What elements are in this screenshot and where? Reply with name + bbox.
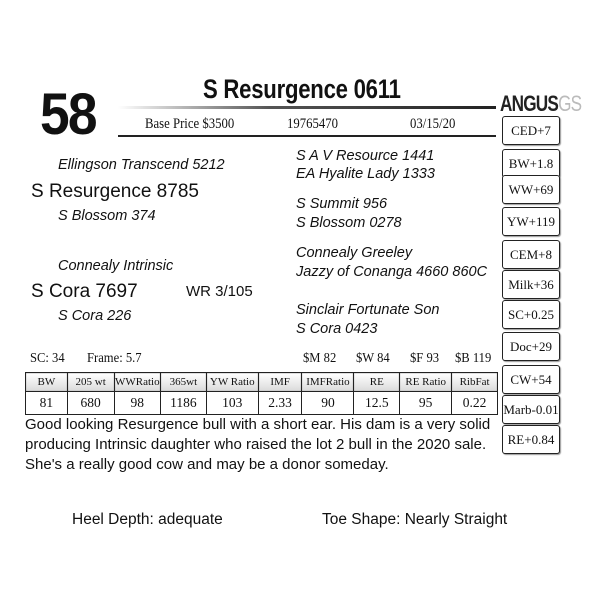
- dd-sire: Sinclair Fortunate Son: [296, 302, 440, 318]
- ds-sire: Connealy Greeley: [296, 245, 413, 261]
- registration-number: 19765470: [287, 116, 338, 132]
- epd-milk: Milk+36: [502, 270, 560, 299]
- value-cell: 95: [400, 392, 452, 415]
- value-cell: 0.22: [452, 392, 498, 415]
- header-cell: IMFRatio: [302, 373, 354, 392]
- epd-doc: Doc+29: [502, 332, 560, 361]
- header-cell: 365wt: [160, 373, 206, 392]
- epd-sc: SC+0.25: [502, 300, 560, 329]
- value-cell: 90: [302, 392, 354, 415]
- dam-note: WR 3/105: [186, 283, 253, 300]
- value-cell: 81: [26, 392, 68, 415]
- epd-cw: CW+54: [502, 365, 560, 394]
- value-cell: 680: [67, 392, 114, 415]
- sire-dam: S Blossom 374: [58, 208, 156, 224]
- info-rule: [118, 135, 496, 137]
- title-rule: [118, 106, 496, 109]
- index-w: $W 84: [356, 351, 390, 366]
- ss-sire: S A V Resource 1441: [296, 148, 435, 164]
- header-cell: YW Ratio: [206, 373, 258, 392]
- birth-date: 03/15/20: [410, 116, 456, 132]
- sire: S Resurgence 8785: [31, 181, 199, 202]
- description: Good looking Resurgence bull with a short ear. His dam is a very solid producing Intrinsic daughter who raised the lot 2 bull in the 2020 sale. She's a really good cow and may be a donor someday.: [25, 416, 491, 473]
- header-cell: RE Ratio: [400, 373, 452, 392]
- epd-ww: WW+69: [502, 175, 560, 204]
- value-cell: 2.33: [258, 392, 302, 415]
- epd-cem: CEM+8: [502, 240, 560, 269]
- sd-dam: S Blossom 0278: [296, 215, 402, 231]
- header-cell: WWRatio: [114, 373, 160, 392]
- epd-re: RE+0.84: [502, 425, 560, 454]
- value-cell: 1186: [160, 392, 206, 415]
- dam-sire: Connealy Intrinsic: [58, 258, 174, 274]
- index-b: $B 119: [455, 351, 492, 366]
- index-f: $F 93: [410, 351, 440, 366]
- scrotal-circumference: SC: 34: [30, 351, 65, 366]
- performance-table: [25, 372, 498, 415]
- base-price: Base Price $3500: [145, 116, 235, 132]
- animal-name: S Resurgence 0611: [203, 74, 401, 104]
- epd-yw: YW+119: [502, 207, 560, 236]
- ds-dam: Jazzy of Conanga 4660 860C: [296, 264, 488, 280]
- sd-sire: S Summit 956: [296, 196, 388, 212]
- sire-sire: Ellingson Transcend 5212: [58, 157, 225, 173]
- value-cell: 12.5: [354, 392, 400, 415]
- epd-bw: BW+1.8: [502, 149, 560, 178]
- index-m: $M 82: [303, 351, 337, 366]
- angus-logo: ANGUSGS: [500, 91, 582, 116]
- performance-value-row: [26, 392, 498, 415]
- lot-number: 58: [40, 82, 96, 147]
- value-cell: 103: [206, 392, 258, 415]
- dd-dam: S Cora 0423: [296, 321, 378, 337]
- header-cell: BW: [26, 373, 68, 392]
- header-cell: IMF: [258, 373, 302, 392]
- dam-dam: S Cora 226: [58, 308, 132, 324]
- value-cell: 98: [114, 392, 160, 415]
- ss-dam: EA Hyalite Lady 1333: [296, 166, 435, 182]
- toe-shape: Toe Shape: Nearly Straight: [322, 511, 508, 528]
- epd-ced: CED+7: [502, 116, 560, 145]
- frame-score: Frame: 5.7: [87, 351, 142, 366]
- header-cell: RibFat: [452, 373, 498, 392]
- header-cell: RE: [354, 373, 400, 392]
- epd-marb: Marb-0.01: [502, 395, 560, 424]
- heel-depth: Heel Depth: adequate: [72, 511, 223, 528]
- performance-header-row: [26, 373, 498, 392]
- header-cell: 205 wt: [67, 373, 114, 392]
- dam: S Cora 7697: [31, 281, 138, 302]
